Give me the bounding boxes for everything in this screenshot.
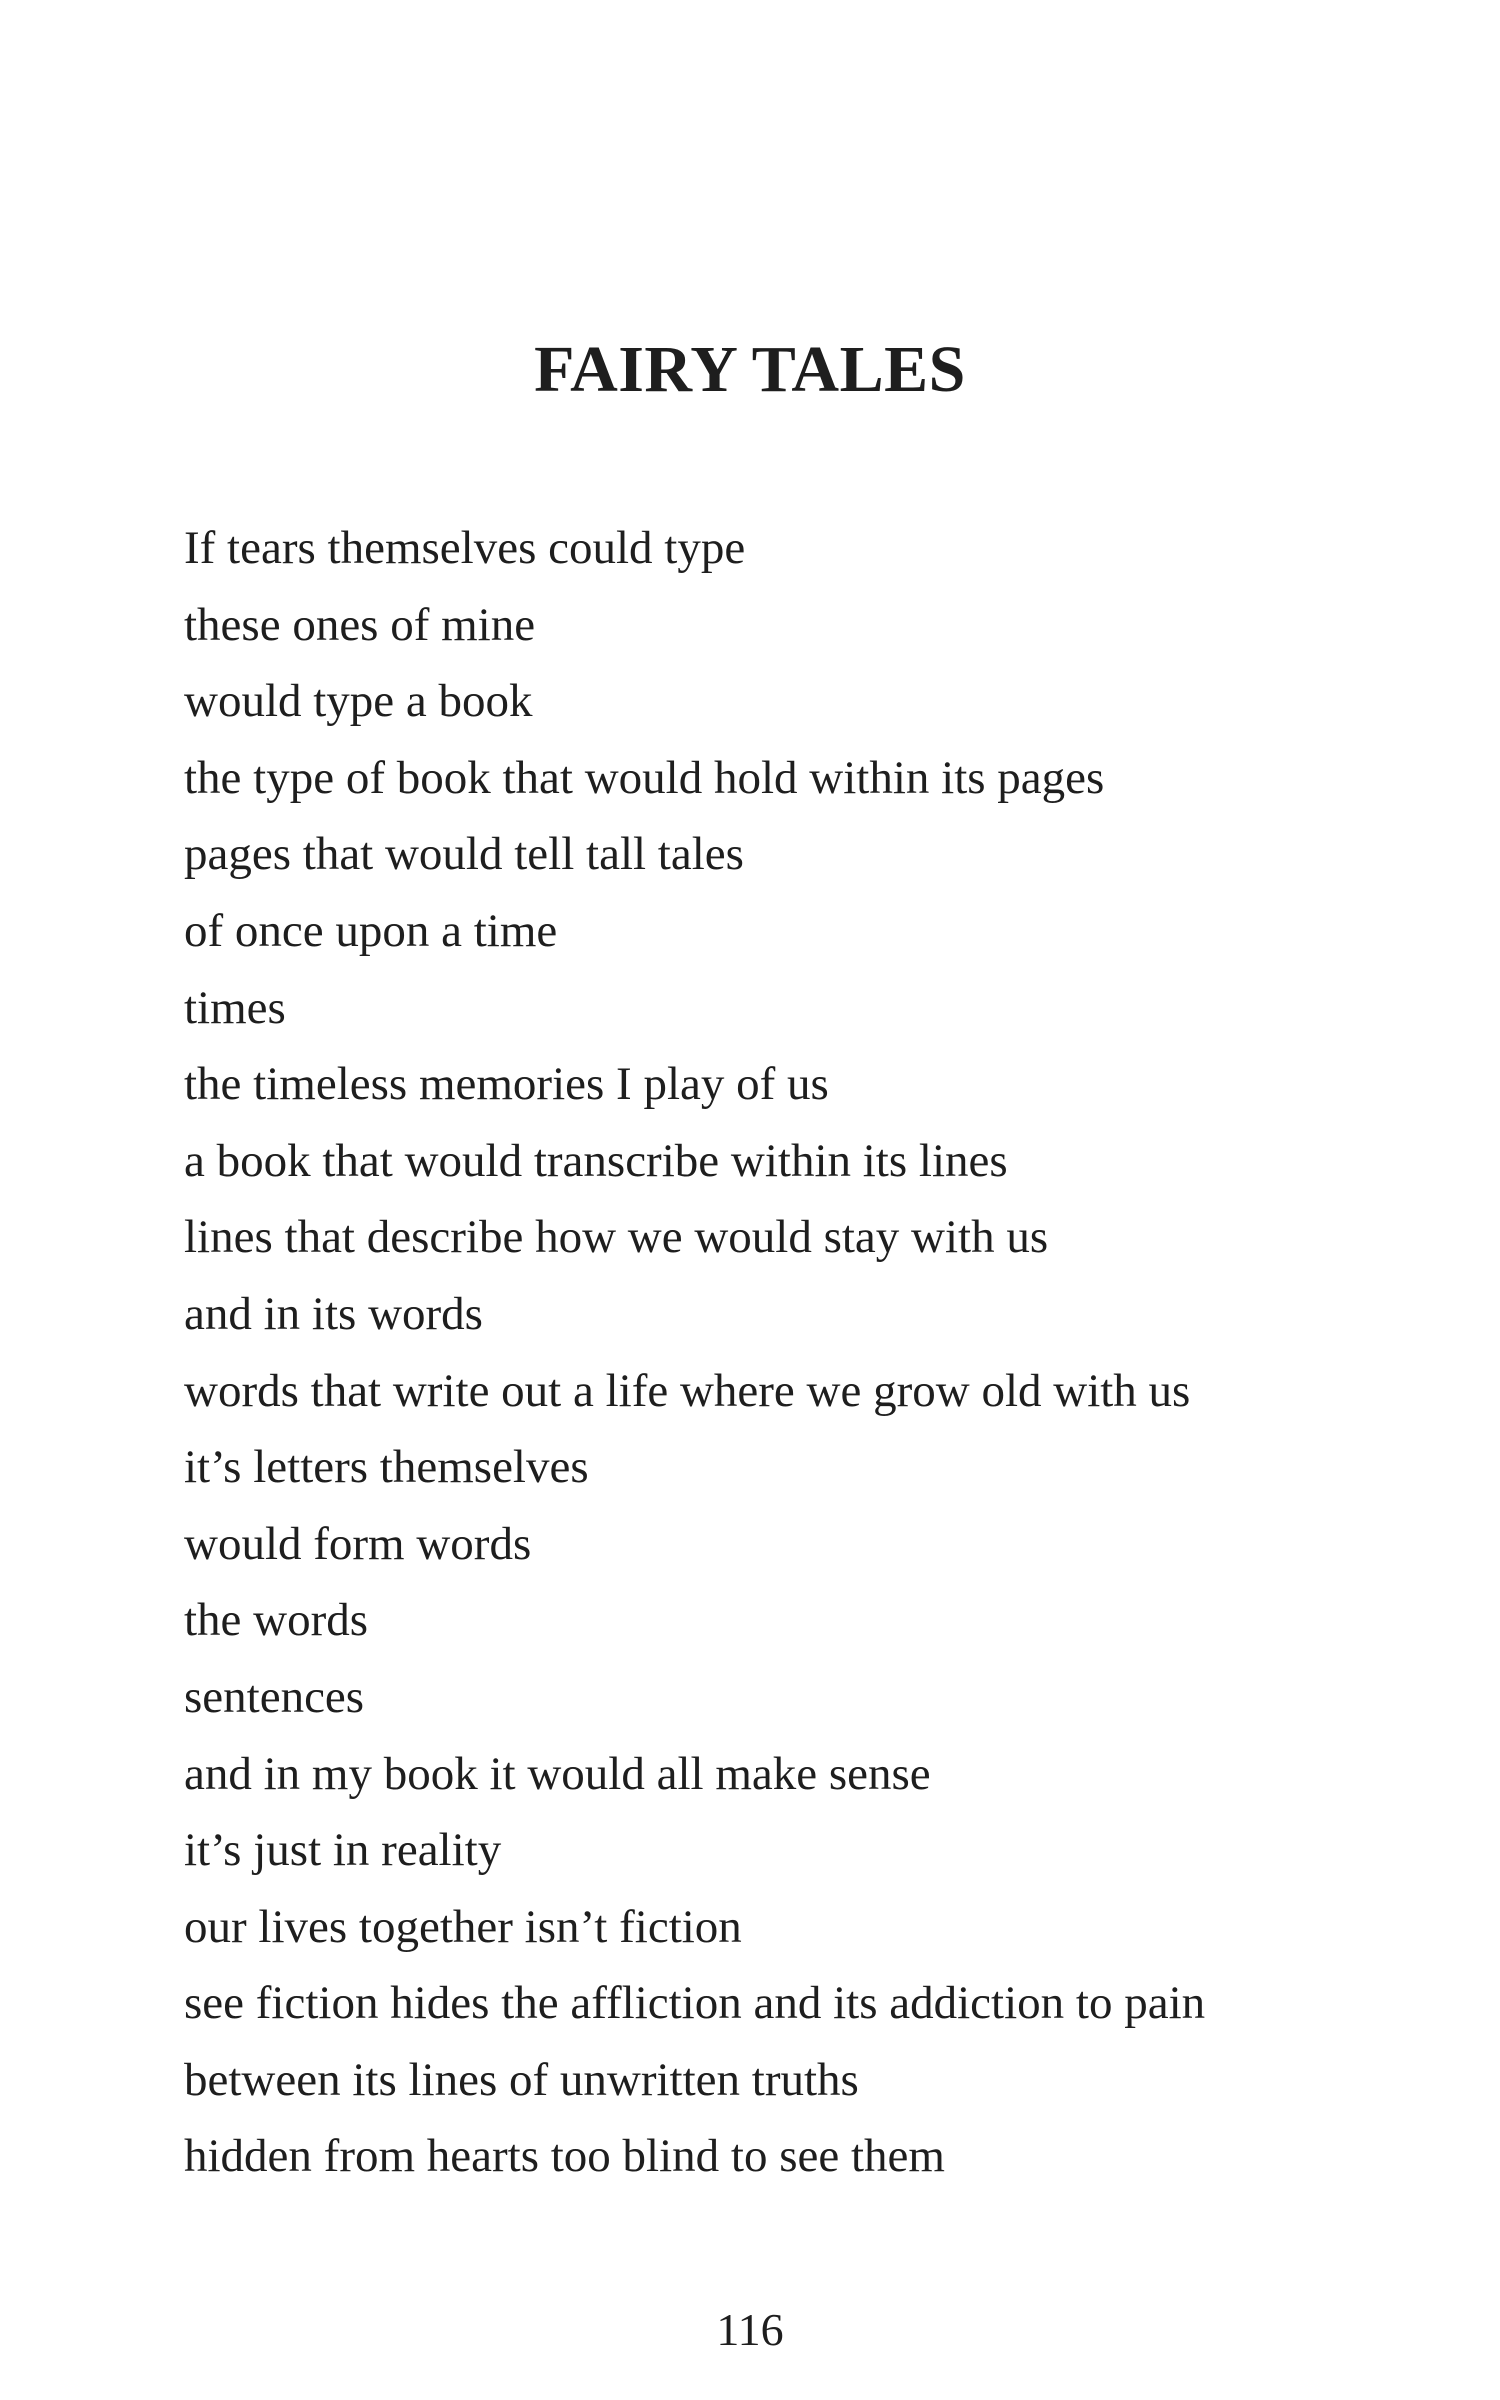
poem-line: and in my book it would all make sense [184, 1747, 931, 1800]
poem-line: times [184, 981, 286, 1034]
poem-line: pages that would tell tall tales [184, 828, 744, 881]
poem-line: the type of book that would hold within its pages [184, 751, 1105, 804]
poem-line: lines that describe how we would stay with us [184, 1211, 1049, 1264]
poem-line: the timeless memories I play of us [184, 1058, 829, 1111]
poem-line: these ones of mine [184, 598, 536, 651]
poem-line: sentences [184, 1670, 365, 1723]
poem-title: FAIRY TALES [534, 333, 966, 406]
poem-line: our lives together isn’t fiction [184, 1900, 742, 1953]
poem-line: and in its words [184, 1287, 483, 1340]
poem-line: it’s just in reality [184, 1824, 502, 1877]
poem-body [184, 510, 1205, 2195]
poem-line: it’s letters themselves [184, 1441, 589, 1494]
poem-line: see fiction hides the affliction and its addiction to pain [184, 1977, 1206, 2030]
poem-line: of once upon a time [184, 904, 558, 957]
poem-line: hidden from hearts too blind to see them [184, 2130, 945, 2183]
poem-line: words that write out a life where we grow old with us [184, 1364, 1191, 1417]
poem-line: between its lines of unwritten truths [184, 2053, 859, 2106]
poem-line: the words [184, 1594, 369, 1647]
poem-line: a book that would transcribe within its lines [184, 1134, 1008, 1187]
page-number: 116 [716, 2304, 784, 2355]
poem-line: If tears themselves could type [184, 522, 746, 574]
poem-line: would form words [184, 1517, 532, 1570]
poem-line: would type a book [184, 675, 533, 728]
